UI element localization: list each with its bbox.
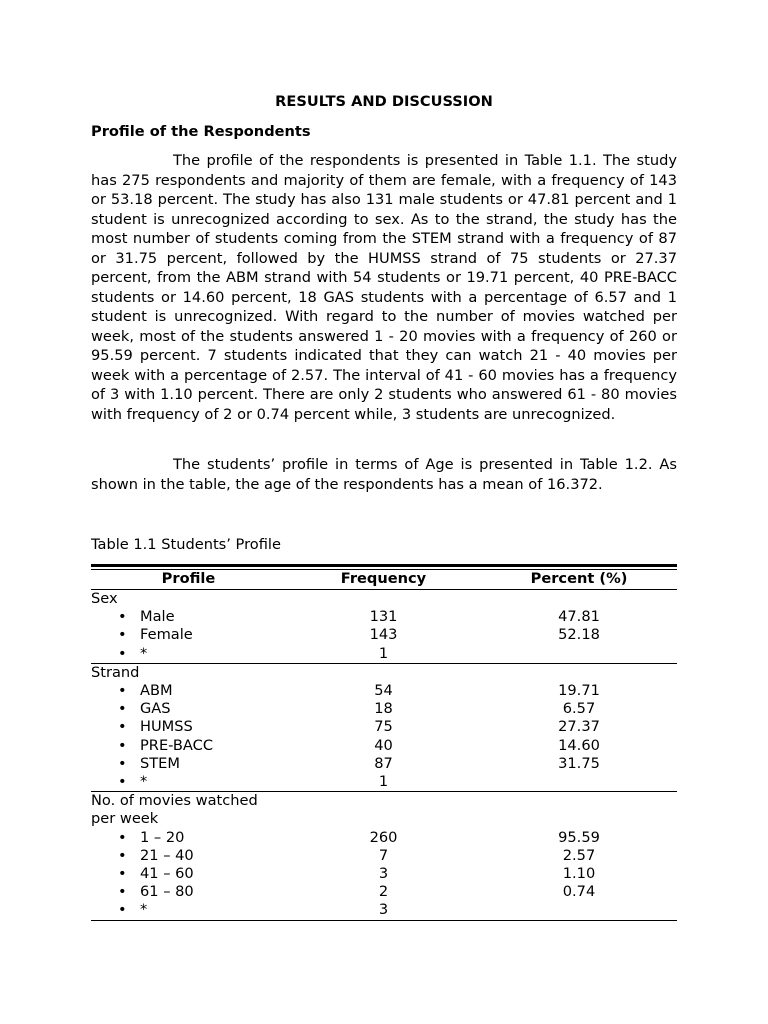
row-frequency: 7	[378, 846, 389, 864]
row-item-cell	[91, 847, 286, 865]
row-item-cell	[91, 901, 286, 920]
table-row	[91, 718, 677, 736]
table-row	[91, 682, 677, 700]
header-profile: Profile	[91, 569, 286, 590]
row-frequency: 3	[378, 865, 389, 883]
row-frequency: 1	[286, 773, 481, 792]
row-percent: 0.74	[562, 883, 596, 901]
row-item-label: 1 – 20	[140, 828, 185, 846]
bullet-icon: •	[118, 736, 127, 754]
table-header-row	[91, 569, 677, 590]
table-group-row	[91, 590, 677, 609]
group-label: Sex	[91, 590, 118, 607]
row-item-cell	[91, 737, 286, 755]
row-item-label: STEM	[140, 754, 180, 772]
row-percent: 31.75	[558, 754, 600, 772]
row-item-cell	[91, 718, 286, 736]
row-percent: 95.59	[558, 828, 600, 846]
bullet-icon: •	[118, 846, 127, 864]
row-item-cell	[91, 626, 286, 644]
bullet-icon: •	[118, 828, 127, 846]
bullet-icon: •	[118, 865, 127, 883]
table-row	[91, 773, 677, 792]
table-row	[91, 645, 677, 664]
row-percent: 19.71	[558, 682, 600, 700]
row-frequency: 3	[286, 901, 481, 920]
bullet-icon: •	[118, 754, 127, 772]
row-item-cell	[91, 773, 286, 792]
row-item-label: 21 – 40	[140, 846, 194, 864]
bullet-icon: •	[118, 901, 127, 919]
row-item-cell	[91, 755, 286, 773]
bullet-icon: •	[118, 883, 127, 901]
row-percent	[481, 645, 677, 664]
row-frequency: 54	[374, 682, 393, 700]
row-percent	[481, 773, 677, 792]
row-item-label: GAS	[140, 700, 171, 718]
table-row	[91, 755, 677, 773]
row-item-cell	[91, 645, 286, 664]
row-item-label: PRE-BACC	[140, 736, 214, 754]
table-row	[91, 608, 677, 626]
table-group-row	[91, 810, 677, 828]
table-group-row	[91, 663, 677, 682]
row-item-label: 41 – 60	[140, 865, 194, 883]
empty-cell	[481, 590, 677, 609]
bullet-icon: •	[118, 626, 127, 644]
row-percent: 1.10	[562, 865, 596, 883]
empty-cell	[286, 792, 481, 811]
table-row	[91, 883, 677, 901]
row-item-label: *	[140, 773, 148, 791]
row-frequency: 40	[374, 736, 393, 754]
empty-cell	[286, 590, 481, 609]
row-item-label: 61 – 80	[140, 883, 194, 901]
bullet-icon: •	[118, 682, 127, 700]
empty-cell	[286, 663, 481, 682]
row-item-label: ABM	[140, 682, 173, 700]
students-profile-table	[91, 569, 677, 921]
row-frequency: 143	[369, 626, 398, 644]
header-percent: Percent (%)	[481, 569, 677, 590]
row-percent: 6.57	[562, 700, 596, 718]
paragraph-profile	[91, 151, 677, 424]
row-percent: 52.18	[558, 626, 600, 644]
table-top-double-rule-1	[91, 564, 677, 567]
row-frequency: 18	[374, 700, 393, 718]
bullet-icon: •	[118, 608, 127, 626]
row-frequency: 131	[369, 608, 398, 626]
row-percent: 14.60	[558, 736, 600, 754]
row-item-cell	[91, 883, 286, 901]
row-frequency: 75	[374, 718, 393, 736]
paragraph-age	[91, 455, 677, 494]
row-percent: 27.37	[558, 718, 600, 736]
row-item-label: HUMSS	[140, 718, 193, 736]
empty-cell	[481, 663, 677, 682]
row-frequency: 87	[374, 754, 393, 772]
table-row	[91, 901, 677, 920]
row-frequency: 260	[369, 828, 398, 846]
row-percent: 2.57	[562, 846, 596, 864]
row-item-cell	[91, 682, 286, 700]
row-frequency: 2	[378, 883, 389, 901]
group-label-continued: per week	[91, 810, 159, 828]
paragraph-profile-text: The profile of the respondents is presented in Table 1.1. The study has 275 respondents and majority of them are female, with a frequency of 143 or 53.18 percent. The study has also 131 male students or 47.81 percent and 1 student is unrecognized according to sex. As to the strand, the study has the most number of students coming from the STEM strand with a frequency of 87 or 31.75 percent, followed by the HUMSS strand of 75 students or 27.37 percent, from the ABM strand with 54 students or 19.71 percent, 40 PRE-BACC students or 14.60 percent, 18 GAS students with a percentage of 6.57 and 1 student is unrecognized. With regard to the number of movies watched per week, most of the students answered 1 - 20 movies with a frequency of 260 or 95.59 percent. 7 students indicated that they can watch 21 - 40 movies per week with a percentage of 2.57. The interval of 41 - 60 movies has a frequency of 3 with 1.10 percent. There are only 2 students who answered 61 - 80 movies with frequency of 2 or 0.74 percent while, 3 students are unrecognized.	[91, 152, 677, 423]
row-frequency: 1	[286, 645, 481, 664]
table-body	[91, 590, 677, 921]
table-row	[91, 626, 677, 644]
row-item-cell	[91, 700, 286, 718]
bullet-icon: •	[118, 700, 127, 718]
row-item-label: *	[140, 644, 148, 662]
bullet-icon: •	[118, 718, 127, 736]
section-heading: RESULTS AND DISCUSSION	[275, 93, 493, 110]
subsection-heading: Profile of the Respondents	[91, 123, 311, 140]
bullet-icon: •	[118, 773, 127, 791]
table-row	[91, 865, 677, 883]
row-item-label: Male	[140, 608, 175, 626]
paragraph-age-text: The students’ profile in terms of Age is presented in Table 1.2. As shown in the table, the age of the respondents has a mean of 16.372.	[91, 456, 677, 493]
row-item-label: *	[140, 901, 148, 919]
group-label: Strand	[91, 663, 140, 681]
empty-cell	[286, 810, 481, 828]
row-item-cell	[91, 608, 286, 626]
table-row	[91, 847, 677, 865]
row-item-cell	[91, 829, 286, 847]
row-percent	[481, 901, 677, 920]
table-row	[91, 829, 677, 847]
table-row	[91, 700, 677, 718]
empty-cell	[481, 792, 677, 811]
bullet-icon: •	[118, 644, 127, 662]
group-label: No. of movies watched	[91, 792, 258, 810]
empty-cell	[481, 810, 677, 828]
row-percent: 47.81	[558, 608, 600, 626]
table-group-row	[91, 792, 677, 811]
table-row	[91, 737, 677, 755]
table-caption: Table 1.1 Students’ Profile	[91, 536, 281, 553]
header-frequency: Frequency	[286, 569, 481, 590]
row-item-cell	[91, 865, 286, 883]
row-item-label: Female	[140, 626, 193, 644]
